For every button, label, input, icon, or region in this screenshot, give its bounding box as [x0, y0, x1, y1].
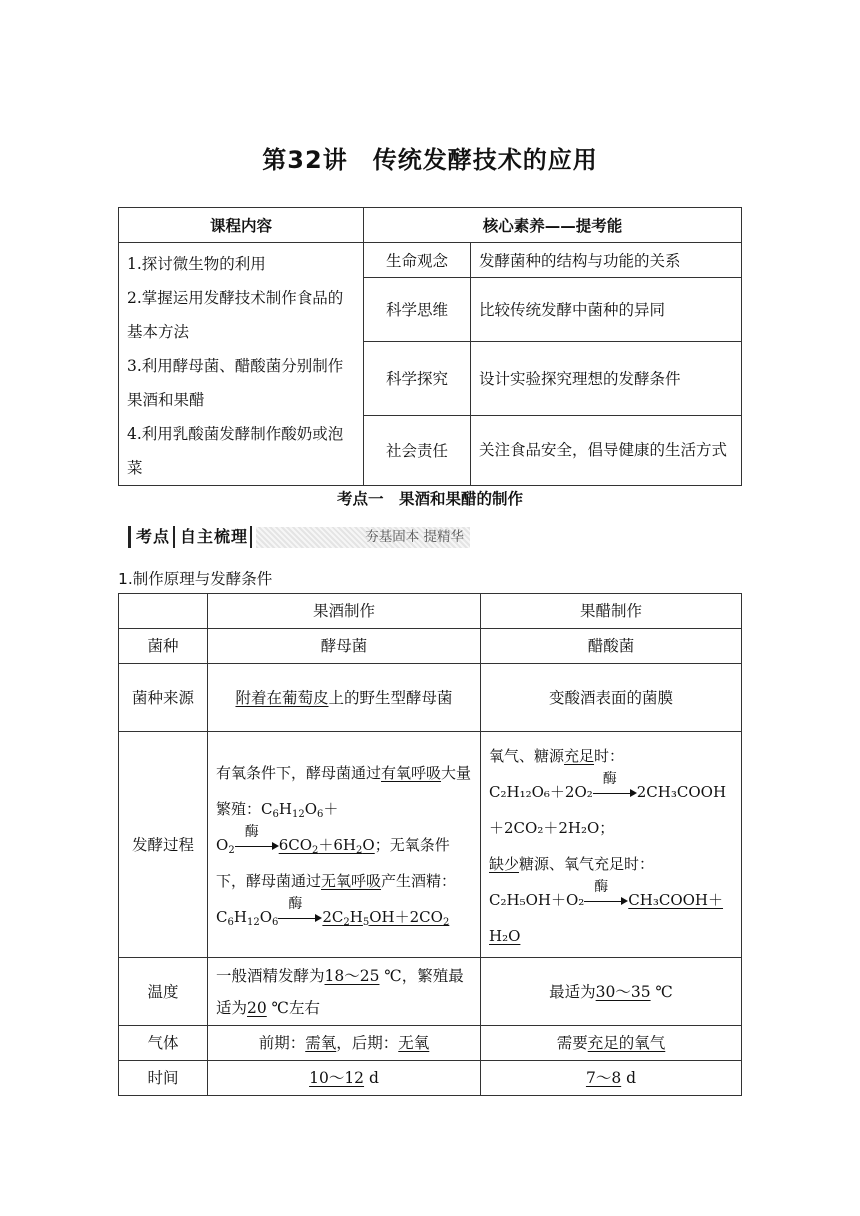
- wine-header: 果酒制作: [208, 594, 481, 629]
- underlined-answer: 无氧: [398, 1034, 430, 1052]
- underlined-answer: 充足: [564, 747, 595, 765]
- vinegar-cell: 7～8 d: [481, 1061, 742, 1096]
- course-item: 4.利用乳酸菌发酵制作酸奶或泡菜: [127, 425, 344, 477]
- cell-text: H: [278, 799, 292, 818]
- cell-text: ＋: [323, 799, 339, 818]
- cell-text: 产生酒精：C: [216, 871, 457, 926]
- section-banner: [128, 524, 470, 550]
- banner-divider: [250, 526, 252, 548]
- cell-text: ；无氧条件下，酵母菌通过: [216, 835, 450, 890]
- course-table: [118, 207, 742, 486]
- literacy-desc: 关注食品安全，倡导健康的生活方式: [471, 415, 742, 485]
- literacy-desc: 发酵菌种的结构与功能的关系: [471, 243, 742, 278]
- literacy-name: 科学探究: [364, 341, 471, 415]
- cell-text: 大量繁殖：C: [216, 763, 472, 818]
- subheading: 1.制作原理与发酵条件: [118, 570, 273, 588]
- literacy-desc: 比较传统发酵中菌种的异同: [471, 278, 742, 342]
- process-line: C₂H₅OH＋O₂ 酶 CH₃COOH＋: [489, 879, 724, 909]
- vinegar-cell: 醋酸菌: [481, 629, 742, 664]
- course-content-header: 课程内容: [119, 208, 364, 243]
- catalyst-label: 酶: [288, 895, 303, 912]
- reaction-arrow-icon: [278, 895, 322, 925]
- process-line: C₂H₁₂O₆＋2O₂ 酶 2CH₃COOH: [489, 771, 727, 801]
- page-title: 第32讲 传统发酵技术的应用: [262, 146, 598, 174]
- literacy-desc: 设计实验探究理想的发酵条件: [471, 341, 742, 415]
- banner-divider: [128, 526, 131, 548]
- catalyst-label: 酶: [244, 823, 259, 840]
- row-label: 时间: [119, 1061, 208, 1096]
- blank-header: [119, 594, 208, 629]
- wine-process-cell: 有氧条件下，酵母菌通过有氧呼吸大量繁殖：$C_6H_{12}O_6+$ $O_2$ 酶 $6CO_2+6H_2O$；无氧条件下，酵母菌通过无氧呼吸产生酒精：$C_6H_{12}O_6$ 酶 $2C_2H_5OH+2CO_2$: [208, 732, 481, 958]
- row-label: [119, 664, 208, 732]
- wine-cell: 前期：需氧，后期：无氧: [208, 1026, 481, 1061]
- vinegar-header: 果醋制作: [481, 594, 742, 629]
- wine-cell: [208, 664, 481, 732]
- underlined-answer: 附着在葡萄皮: [235, 688, 329, 707]
- cell-text: 上的野生型酵母菌: [328, 688, 453, 707]
- course-item: 3.利用酵母菌、醋酸菌分别制作果酒和果醋: [127, 357, 344, 409]
- vinegar-process-cell: [481, 732, 742, 958]
- banner-divider: [173, 526, 175, 548]
- underlined-answer: CH₃COOH＋: [628, 891, 724, 909]
- row-label: [119, 732, 208, 958]
- section-title: 考点一 果酒和果醋的制作: [336, 490, 523, 508]
- underlined-answer: 缺少: [489, 855, 520, 873]
- underlined-answer: H₂O: [489, 927, 521, 945]
- vinegar-cell: 需要充足的氧气: [481, 1026, 742, 1061]
- literacy-header: 核心素养——提考能: [364, 208, 742, 243]
- banner-label: 考点: [136, 527, 171, 546]
- reaction-arrow-icon: 酶: [593, 786, 637, 800]
- underlined-answer: $2C_2H_5OH+2CO_2$: [322, 907, 450, 928]
- subscript: 12: [291, 808, 305, 820]
- cell-text: 有氧条件下，酵母菌通过: [216, 763, 382, 782]
- reaction-arrow-icon: 酶: [584, 894, 628, 908]
- banner-subtitle: 夯基固本 提精华: [365, 529, 464, 545]
- course-item: 1.探讨微生物的利用: [127, 255, 266, 273]
- underlined-answer: $6CO_2+6H_2O$: [278, 835, 375, 856]
- course-contents: [119, 243, 364, 486]
- process-line: 氧气、糖源充足时：: [489, 747, 625, 765]
- underlined-answer: 18～25: [324, 966, 380, 985]
- underlined-answer: 30～35: [595, 982, 651, 1001]
- process-line: 缺少糖源、氧气充足时：: [489, 855, 655, 873]
- underlined-answer: 无氧呼吸: [321, 871, 382, 890]
- reaction-arrow-icon: [235, 823, 279, 853]
- subscript: 2: [228, 844, 235, 856]
- row-label-text: 菌种来源: [131, 688, 194, 707]
- literacy-name: 社会责任: [364, 415, 471, 485]
- row-label: 温度: [119, 958, 208, 1026]
- cell-text: O: [216, 835, 229, 854]
- wine-cell: 一般酒精发酵为18～25 ℃，繁殖最适为20 ℃左右: [208, 958, 481, 1026]
- vinegar-cell: 变酸酒表面的菌膜: [481, 664, 742, 732]
- wine-cell: 酵母菌: [208, 629, 481, 664]
- vinegar-cell: 最适为30～35 ℃: [481, 958, 742, 1026]
- literacy-name: 科学思维: [364, 278, 471, 342]
- cell-text: O: [304, 799, 317, 818]
- process-line: [489, 918, 733, 954]
- row-label: 菌种: [119, 629, 208, 664]
- subscript: 6: [272, 808, 279, 820]
- literacy-name: 生命观念: [364, 243, 471, 278]
- row-label-text: 发酵过程: [131, 835, 194, 854]
- underlined-answer: 20: [247, 998, 267, 1017]
- underlined-answer: 需氧: [305, 1034, 337, 1052]
- course-item: 2.掌握运用发酵技术制作食品的基本方法: [127, 289, 344, 341]
- underlined-answer: 充足的氧气: [587, 1034, 666, 1052]
- fermentation-table: [118, 593, 742, 1096]
- row-label: 气体: [119, 1026, 208, 1061]
- underlined-answer: 有氧呼吸: [381, 763, 442, 782]
- underlined-answer: 7～8: [585, 1069, 622, 1087]
- subscript: 6: [317, 808, 324, 820]
- underlined-answer: 10～12: [309, 1069, 365, 1087]
- banner-label: 自主梳理: [180, 527, 249, 546]
- process-line: ＋2CO₂＋2H₂O；: [489, 819, 615, 837]
- wine-cell: 10～12 d: [208, 1061, 481, 1096]
